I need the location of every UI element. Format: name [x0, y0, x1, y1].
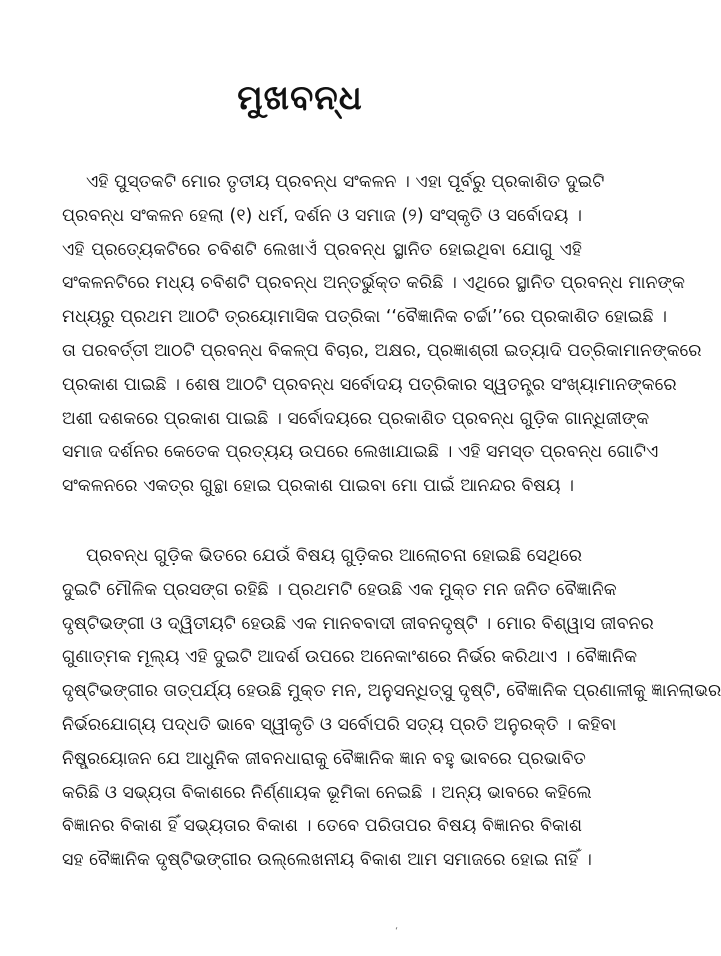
- text-line: ସହ ବୈଜ୍ଞାନିକ ଦୃଷ୍ଟିଭଙ୍ଗୀର ଉଲ୍ଲେଖନୀୟ ବିକାଶ ଆମ ସମାଜରେ ହୋଇ ନାହିଁ ।: [62, 850, 592, 871]
- paragraph-2: [62, 540, 721, 878]
- text-line: କରିଛି ଓ ସଭ୍ୟତା ବିକାଶରେ ନିର୍ଣ୍ଣାୟକ ଭୂମିକା ନେଇଛି । ଅନ୍ୟ ଭାବରେ କହିଲେ: [62, 782, 592, 803]
- text-line: ଏହି ପୁସ୍ତକଟି ମୋର ତୃତୀୟ ପ୍ରବନ୍ଧ ସଂକଳନ । ଏହା ପୂର୍ବରୁ ପ୍ରକାଶିତ ଦୁଇଟି: [86, 172, 605, 192]
- page-speck: ‘: [395, 926, 399, 937]
- page-title: ମୁଖବନ୍ଧ: [237, 78, 363, 118]
- text-line: ସଂକଳନଟିରେ ମଧ୍ୟ ଚବିଶଟି ପ୍ରବନ୍ଧ ଅନ୍ତର୍ଭୁକ୍ତ କରିଛି । ଏଥିରେ ସ୍ଥାନିତ ପ୍ରବନ୍ଧ ମାନଙ୍କ: [62, 273, 685, 294]
- text-line: ସମାଜ ଦର୍ଶନର କେତେକ ପ୍ରତ୍ୟୟ ଉପରେ ଲେଖାଯାଇଛି । ଏହି ସମସ୍ତ ପ୍ରବନ୍ଧ ଗୋଟିଏ: [62, 442, 659, 463]
- text-line: ଦୁଇଟି ମୌଳିକ ପ୍ରସଙ୍ଗ ରହିଛି । ପ୍ରଥମଟି ହେଉଛି ଏକ ମୁକ୍ତ ମନ ଜନିତ ବୈଜ୍ଞାନିକ: [62, 579, 617, 600]
- text-line: ତା ପରବର୍ତ୍ତୀ ଆଠଟି ପ୍ରବନ୍ଧ ବିକଳ୍ପ ବିଚାର, ଅକ୍ଷର, ପ୍ରଜ୍ଞାଶ୍ରୀ ଇତ୍ୟାଦି ପତ୍ରିକାମାନଙ୍କରେ: [62, 340, 702, 361]
- text-line: ଗୁଣାତ୍ମକ ମୂଲ୍ୟ ଏହି ଦୁଇଟି ଆଦର୍ଶ ଉପରେ ଅନେକାଂଶରେ ନିର୍ଭର କରିଥାଏ । ବୈଜ୍ଞାନିକ: [62, 647, 638, 668]
- text-line: ଏହି ପ୍ରତ୍ୟେକଟିରେ ଚବିଶଟି ଲେଖାଏଁ ପ୍ରବନ୍ଧ ସ୍ଥାନିତ ହୋଇଥିବା ଯୋଗୁ ଏହି: [62, 239, 582, 260]
- text-line: ଦୃଷ୍ଟିଭଙ୍ଗୀ ଓ ଦ୍ୱିତୀୟଟି ହେଉଛି ଏକ ମାନବବାଦୀ ଜୀବନଦୃଷ୍ଟି । ମୋର ବିଶ୍ୱାସ ଜୀବନର: [62, 613, 654, 634]
- text-line: ନିଷ୍ପ୍ରୟୋଜନ ଯେ ଆଧୁନିକ ଜୀବନଧାରାକୁ ବୈଜ୍ଞାନିକ ଜ୍ଞାନ ବହୁ ଭାବରେ ପ୍ରଭାବିତ: [62, 748, 586, 769]
- text-line: ବିଜ୍ଞାନର ବିକାଶ ହିଁ ସଭ୍ୟତାର ବିକାଶ । ତେବେ ପରିତାପର ବିଷୟ ବିଜ୍ଞାନର ବିକାଶ: [62, 816, 582, 837]
- text-line: ନିର୍ଭରଯୋଗ୍ୟ ପଦ୍ଧତି ଭାବେ ସ୍ୱୀକୃତି ଓ ସର୍ବୋପରି ସତ୍ୟ ପ୍ରତି ଅନୁରକ୍ତି । କହିବା: [62, 714, 617, 735]
- text-line: ଦୃଷ୍ଟିଭଙ୍ଗୀର ତାତ୍ପର୍ଯ୍ୟ ହେଉଛି ମୁକ୍ତ ମନ, ଅନୁସନ୍ଧିତ୍ସୁ ଦୃଷ୍ଟି, ବୈଜ୍ଞାନିକ ପ୍ରଣାଳୀକୁ ଜ୍ଞାନଲାଭର: [62, 681, 721, 702]
- text-line: ସଂକଳନରେ ଏକତ୍ର ଗୁନ୍ଥା ହୋଇ ପ୍ରକାଶ ପାଇବା ମୋ ପାଇଁ ଆନନ୍ଦର ବିଷୟ ।: [62, 476, 575, 497]
- paragraph-1: [62, 166, 702, 504]
- text-line: ପ୍ରକାଶ ପାଇଛି । ଶେଷ ଆଠଟି ପ୍ରବନ୍ଧ ସର୍ବୋଦୟ ପତ୍ରିକାର ସ୍ୱତନ୍ତ୍ର ସଂଖ୍ୟାମାନଙ୍କରେ: [62, 374, 677, 395]
- text-line: ଅଶୀ ଦଶକରେ ପ୍ରକାଶ ପାଇଛି । ସର୍ବୋଦୟରେ ପ୍ରକାଶିତ ପ୍ରବନ୍ଧ ଗୁଡ଼ିକ ଗାନ୍ଧିଜୀଙ୍କ: [62, 408, 650, 429]
- text-line: ମଧ୍ୟରୁ ପ୍ରଥମ ଆଠଟି ତ୍ରୟୋମାସିକ ପତ୍ରିକା ‘‘ବୈଜ୍ଞାନିକ ଚର୍ଚ୍ଚା’’ରେ ପ୍ରକାଶିତ ହୋଇଛି ।: [62, 307, 668, 328]
- text-line: ପ୍ରବନ୍ଧ ସଂକଳନ ହେଲା (୧) ଧର୍ମ, ଦର୍ଶନ ଓ ସମାଜ (୨) ସଂସ୍କୃତି ଓ ସର୍ବୋଦୟ ।: [62, 205, 582, 226]
- text-line: ପ୍ରବନ୍ଧ ଗୁଡ଼ିକ ଭିତରେ ଯେଉଁ ବିଷୟ ଗୁଡ଼ିକର ଆଲୋଚନା ହୋଇଛି ସେଥିରେ: [86, 546, 582, 566]
